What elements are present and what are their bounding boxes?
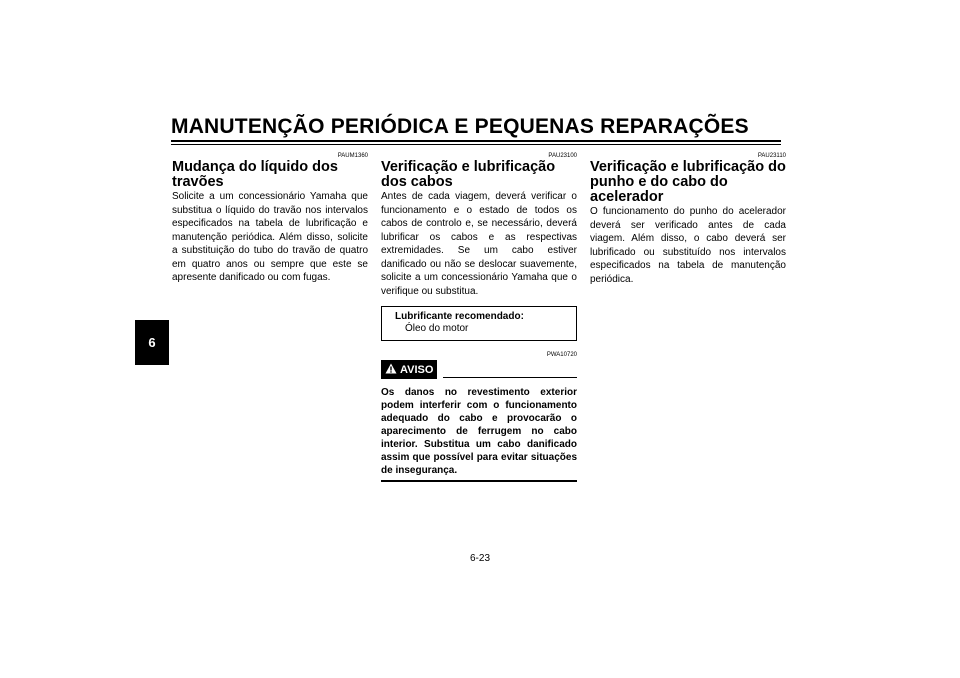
section-heading: Verificação e lubrificação dos cabos (381, 159, 556, 190)
title-rule-thin (171, 144, 781, 145)
section-body: Antes de cada viagem, deverá verificar o funcionamento e o estado de todos os cabos de controlo e, se necessário, deverá lubrificar os cabos e as respectivas extremidades. Se um cabo estiver danificado ou não se deslocar suavemente, solicite a um concessionário Yamaha que o verifique ou substitua. (381, 191, 577, 297)
page-title: MANUTENÇÃO PERIÓDICA E PEQUENAS REPARAÇÕES (171, 115, 749, 138)
warning-rule (443, 377, 577, 378)
page-number: 6-23 (469, 553, 490, 564)
section-brake-fluid (172, 152, 368, 285)
section-body: O funcionamento do punho do acelerador deverá ser verificado antes de cada viagem. Além disso, o cabo deverá ser lubrificado ou substituído nos intervalos especificados na tabela de manutenção periódica. (590, 206, 786, 285)
section-code: PAUM1360 (337, 153, 368, 159)
warning-triangle-icon (385, 363, 397, 377)
lubricant-value: Óleo do motor (405, 323, 469, 334)
warning-bottom-rule (381, 480, 577, 482)
section-heading: Verificação e lubrificação do punho e do cabo do acelerador (590, 159, 786, 205)
section-body: Solicite a um concessionário Yamaha que substitua o líquido do travão nos intervalos especificados na tabela de lubrificação e manutenção periódica. Além disso, solicite a substituição do tubo do travão de quatro em quatro anos ou sempre que este se apresente danificado ou com fugas. (172, 191, 368, 283)
warning-label: AVISO (400, 363, 434, 376)
section-throttle (590, 152, 786, 286)
warning-header (381, 360, 577, 379)
lubricant-label: Lubrificante recomendado: (395, 311, 524, 322)
warning-code: PWA10720 (546, 352, 577, 358)
lubricant-box (381, 306, 577, 341)
section-code: PAU23100 (548, 153, 577, 159)
section-code: PAU23110 (757, 153, 786, 159)
title-rule (171, 140, 781, 142)
section-cables (381, 152, 577, 482)
warning-text: Os danos no revestimento exterior podem interferir com o funcionamento adequado do cabo e provocarão o aparecimento de ferrugem no cabo interior. Substitua um cabo danificado assim que possível para evitar situações de insegurança. (381, 387, 577, 476)
chapter-tab: 6 (135, 320, 169, 365)
warning-badge (381, 360, 437, 379)
section-heading: Mudança do líquido dos travões (172, 159, 338, 190)
